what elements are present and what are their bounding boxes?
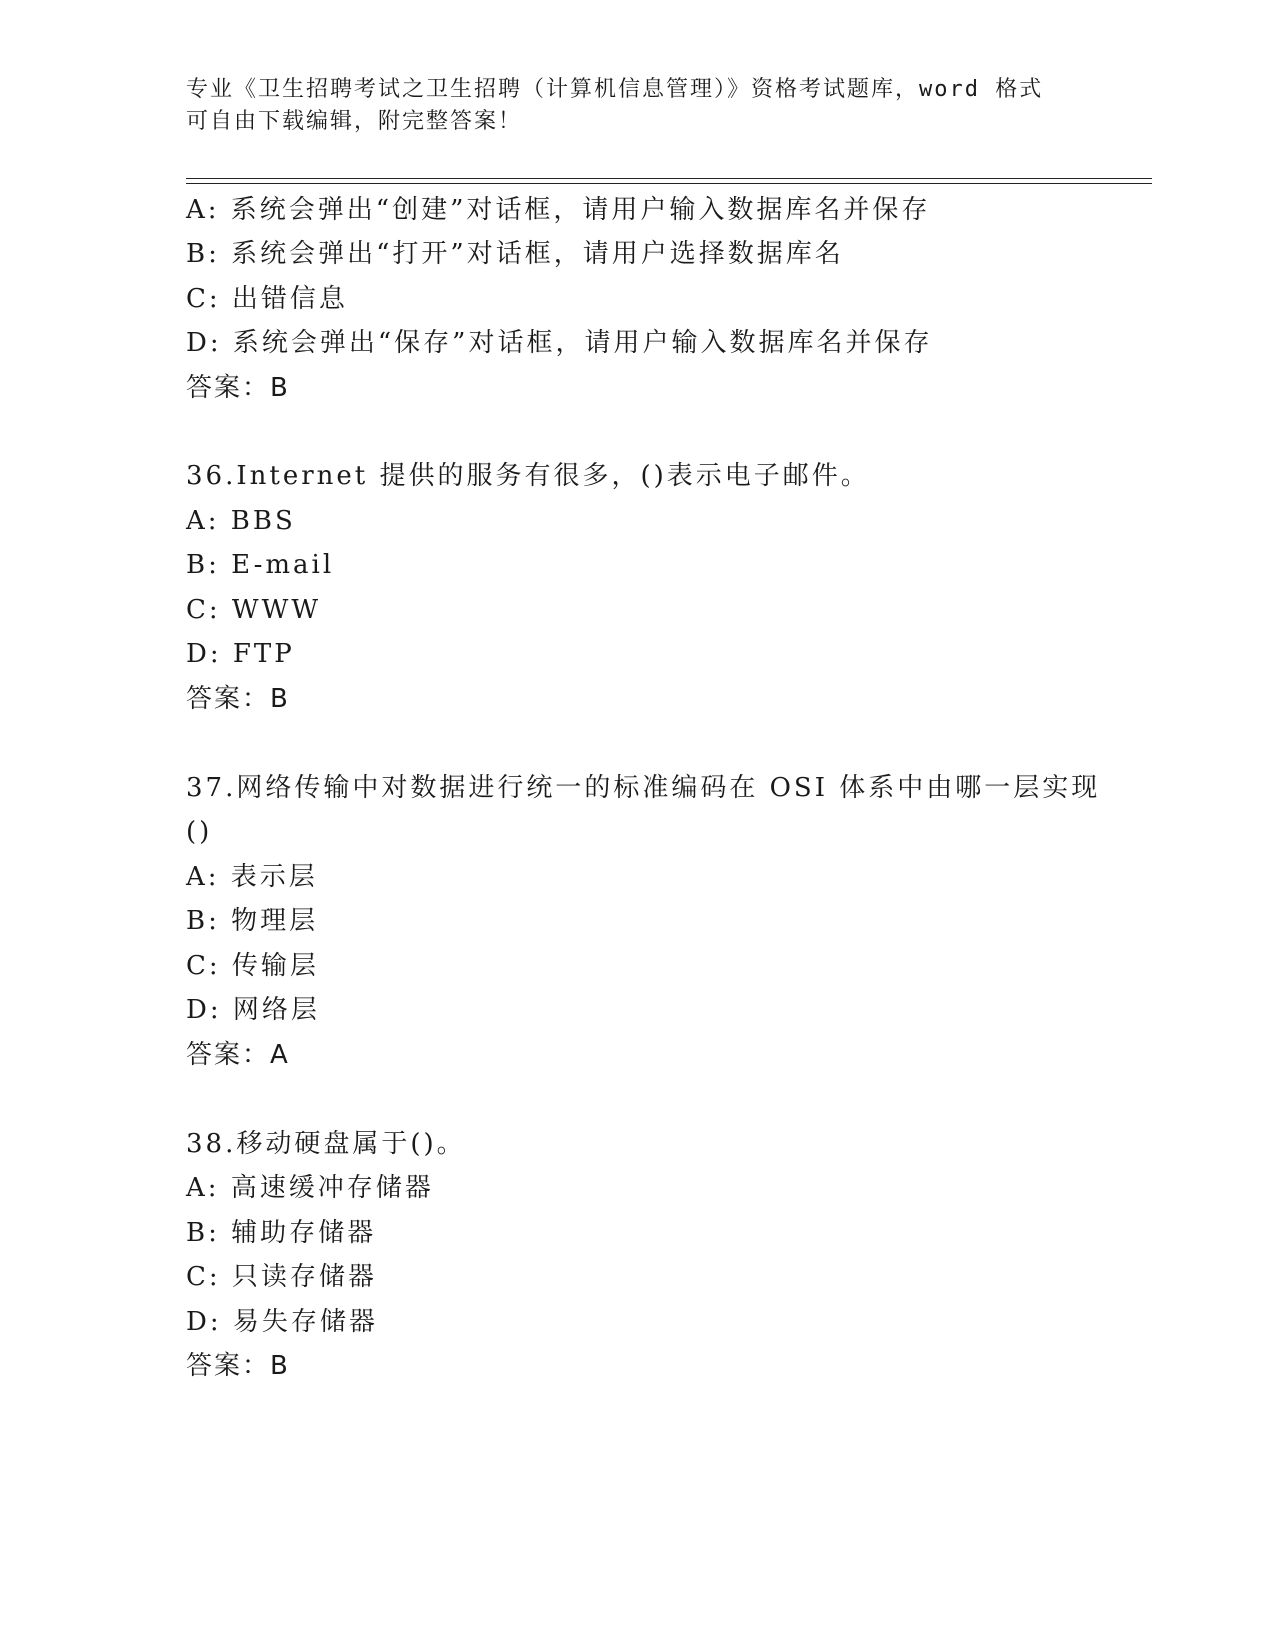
q36-option-d: D: FTP — [186, 639, 295, 669]
q37-stem-line-1: 37.网络传输中对数据进行统一的标准编码在 OSI 体系中由哪一层实现 — [186, 773, 1101, 803]
q35-answer: 答案：B — [186, 373, 290, 403]
q37-option-b: B: 物理层 — [186, 906, 319, 936]
q37-answer: 答案：A — [186, 1040, 290, 1070]
q38-option-a: A: 高速缓冲存储器 — [186, 1173, 434, 1203]
q36-option-c: C: WWW — [186, 595, 322, 625]
header-line-2: 可自由下载编辑，附完整答案！ — [186, 109, 523, 134]
q36-answer: 答案：B — [186, 684, 290, 714]
q35-option-c: C: 出错信息 — [186, 284, 348, 314]
header-divider-top — [186, 178, 1152, 179]
header-divider-bottom — [186, 183, 1152, 184]
q35-option-a: A: 系统会弹出“创建”对话框，请用户输入数据库名并保存 — [186, 195, 931, 225]
q38-option-d: D: 易失存储器 — [186, 1307, 378, 1337]
q36-stem: 36.Internet 提供的服务有很多，()表示电子邮件。 — [186, 461, 870, 491]
q35-option-b: B: 系统会弹出“打开”对话框，请用户选择数据库名 — [186, 239, 844, 269]
q35-option-d: D: 系统会弹出“保存”对话框，请用户输入数据库名并保存 — [186, 328, 933, 358]
q36-option-b: B: E-mail — [186, 550, 335, 580]
q38-stem: 38.移动硬盘属于()。 — [186, 1129, 466, 1159]
q37-option-c: C: 传输层 — [186, 951, 319, 981]
q38-option-b: B: 辅助存储器 — [186, 1218, 377, 1248]
q36-option-a: A: BBS — [186, 506, 296, 536]
q37-option-d: D: 网络层 — [186, 995, 320, 1025]
header-line-1: 专业《卫生招聘考试之卫生招聘（计算机信息管理）》资格考试题库，word 格式 — [186, 77, 1044, 102]
q38-option-c: C: 只读存储器 — [186, 1262, 377, 1292]
q37-option-a: A: 表示层 — [186, 862, 318, 892]
q37-stem-line-2: () — [186, 817, 213, 847]
document-header — [186, 74, 1076, 138]
q38-answer: 答案：B — [186, 1351, 290, 1381]
